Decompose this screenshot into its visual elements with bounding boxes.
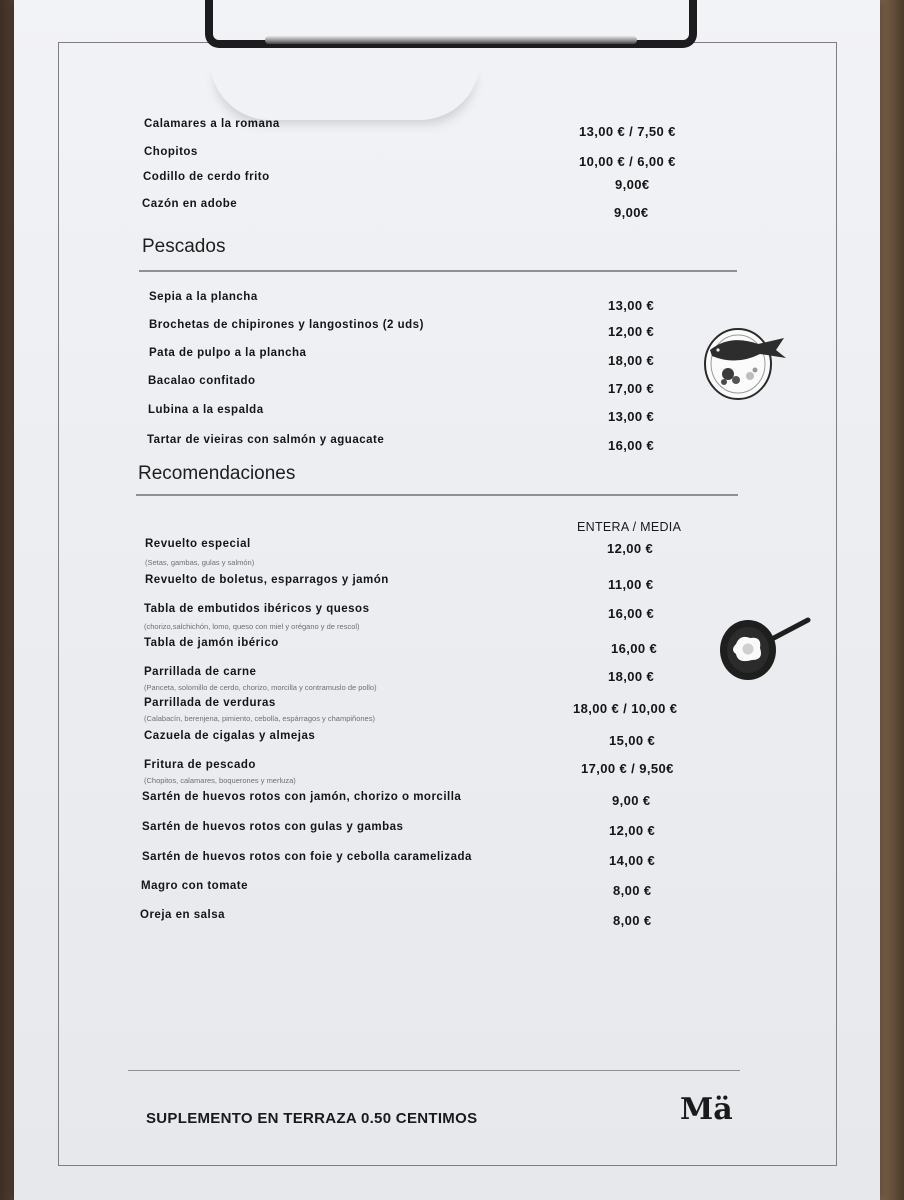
item-price: 16,00 € (611, 641, 658, 656)
item-price: 10,00 € / 6,00 € (579, 154, 676, 169)
item-price: 16,00 € (608, 438, 655, 453)
item-name: Parrillada de verduras (144, 697, 276, 709)
item-name: Revuelto de boletus, esparragos y jamón (145, 574, 389, 586)
item-price: 18,00 € (608, 669, 655, 684)
frying-pan-egg-icon (718, 614, 814, 684)
item-description: (Chopitos, calamares, boquerones y merluza) (144, 776, 296, 785)
item-name: Tabla de jamón ibérico (144, 637, 279, 649)
section-title-recomendaciones: Recomendaciones (138, 463, 296, 484)
item-name: Chopitos (144, 146, 198, 158)
section-divider (136, 494, 738, 496)
footer-divider (128, 1070, 740, 1071)
item-price: 17,00 € / 9,50€ (581, 761, 674, 776)
item-price: 8,00 € (613, 913, 652, 928)
item-name: Fritura de pescado (144, 759, 256, 771)
item-name: Sartén de huevos rotos con jamón, chorizo o morcilla (142, 791, 462, 803)
item-price: 9,00€ (615, 177, 650, 192)
item-name: Sartén de huevos rotos con foie y cebolla caramelizada (142, 851, 472, 863)
item-name: Cazuela de cigalas y almejas (144, 730, 316, 742)
item-price: 11,00 € (608, 577, 654, 592)
item-price: 8,00 € (613, 883, 652, 898)
price-column-header: ENTERA / MEDIA (577, 520, 682, 534)
item-name: Revuelto especial (145, 538, 251, 550)
item-price: 17,00 € (608, 381, 655, 396)
item-name: Codillo de cerdo frito (143, 171, 270, 183)
item-name: Oreja en salsa (140, 909, 225, 921)
terrace-supplement-note: SUPLEMENTO EN TERRAZA 0.50 CENTIMOS (146, 1110, 478, 1127)
section-divider (139, 270, 737, 272)
item-name: Pata de pulpo a la plancha (149, 347, 307, 359)
item-description: (Panceta, solomillo de cerdo, chorizo, morcilla y contramuslo de pollo) (144, 683, 377, 692)
item-price: 16,00 € (608, 606, 655, 621)
menu-page (14, 0, 880, 1200)
item-name: Magro con tomate (141, 880, 249, 892)
item-price: 9,00€ (614, 205, 649, 220)
item-name: Parrillada de carne (144, 666, 257, 678)
item-price: 9,00 € (612, 793, 651, 808)
item-description: (chorizo,salchichón, lomo, queso con miel y orégano y de rescol) (144, 622, 360, 631)
section-title-pescados: Pescados (142, 236, 226, 257)
item-price: 15,00 € (609, 733, 656, 748)
item-price: 14,00 € (609, 853, 656, 868)
item-price: 13,00 € (608, 298, 655, 313)
item-price: 12,00 € (608, 324, 655, 339)
item-price: 13,00 € / 7,50 € (579, 124, 676, 139)
restaurant-logo: Mä (680, 1092, 733, 1127)
item-price: 18,00 € (608, 353, 655, 368)
item-name: Tabla de embutidos ibéricos y quesos (144, 603, 370, 615)
item-name: Sepia a la plancha (149, 291, 258, 303)
item-description: (Setas, gambas, gulas y salmón) (145, 558, 255, 567)
item-price: 12,00 € (607, 541, 654, 556)
item-price: 13,00 € (608, 409, 655, 424)
item-name: Bacalao confitado (148, 375, 256, 387)
item-name: Tartar de vieiras con salmón y aguacate (147, 434, 385, 446)
item-description: (Calabacín, berenjena, pimiento, cebolla, espárragos y champiñones) (144, 714, 375, 723)
fish-plate-icon (702, 326, 794, 402)
item-name: Brochetas de chipirones y langostinos (2 uds) (149, 319, 424, 331)
item-name: Cazón en adobe (142, 198, 238, 210)
item-price: 18,00 € / 10,00 € (573, 701, 678, 716)
clip-shadow (210, 60, 480, 120)
clipboard-clip-icon (205, 0, 697, 62)
item-price: 12,00 € (609, 823, 656, 838)
item-name: Calamares a la romana (144, 118, 280, 130)
item-name: Sartén de huevos rotos con gulas y gambas (142, 821, 404, 833)
item-name: Lubina a la espalda (148, 404, 264, 416)
